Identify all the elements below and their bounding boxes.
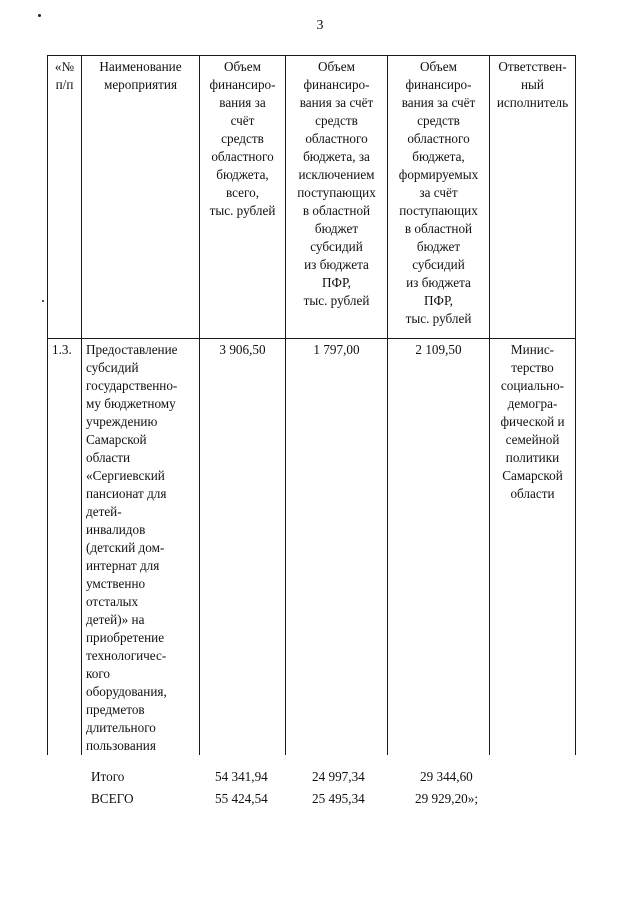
- totals-vsego-label: ВСЕГО: [91, 791, 134, 806]
- header-responsible: Ответствен- ный исполнитель: [490, 56, 576, 339]
- row-from-pfr: 2 109,50: [388, 339, 490, 756]
- row-responsible: Минис- терство социально- демогра- фической и семейной политики Самарской области: [490, 339, 576, 756]
- row-number: 1.3.: [48, 339, 82, 756]
- totals-itogo-excluding-pfr: 24 997,34: [312, 769, 365, 784]
- totals-vsego-total: 55 424,54: [215, 791, 268, 806]
- header-name: Наименование мероприятия: [82, 56, 200, 339]
- row-name: Предоставление субсидий государственно- му бюджетному учреждению Самарской области «Сергиевский пансионат для детей- инвалидов (детский дом- интернат для умственно отсталых детей)» на приобретение технологичес- кого оборудования, предметов длительного пользования: [82, 339, 200, 756]
- totals-vsego-excluding-pfr: 25 495,34: [312, 791, 365, 806]
- header-number: «№ п/п: [48, 56, 82, 339]
- totals-itogo-from-pfr: 29 344,60: [420, 769, 473, 784]
- totals-itogo-total: 54 341,94: [215, 769, 268, 784]
- measures-table: [47, 55, 576, 755]
- page-number: 3: [316, 18, 324, 33]
- totals-vsego-from-pfr: 29 929,20»;: [415, 791, 479, 806]
- table-row: [48, 339, 576, 756]
- totals-itogo-label: Итого: [91, 769, 125, 784]
- header-row: [48, 56, 576, 339]
- row-total: 3 906,50: [200, 339, 286, 756]
- scan-speck: [42, 300, 44, 302]
- scan-speck: [38, 14, 41, 17]
- header-excluding-pfr: Объем финансиро- вания за счёт средств областного бюджета, за исключением поступающих в областной бюджет субсидий из бюджета ПФР, тыс. рублей: [286, 56, 388, 339]
- header-total: Объем финансиро- вания за счёт средств областного бюджета, всего, тыс. рублей: [200, 56, 286, 339]
- row-excluding-pfr: 1 797,00: [286, 339, 388, 756]
- header-from-pfr: Объем финансиро- вания за счёт средств областного бюджета, формируемых за счёт поступающих в областной бюджет субсидий из бюджета ПФР, тыс. рублей: [388, 56, 490, 339]
